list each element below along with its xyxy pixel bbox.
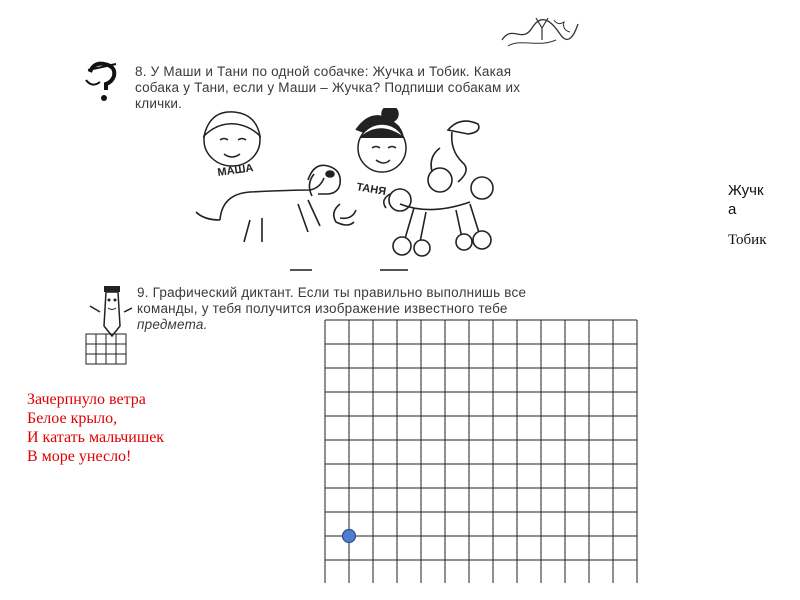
poem-line-3: И катать мальчишек: [27, 429, 165, 446]
task8-line1: 8. У Маши и Тани по одной собачке: Жучка и Тобик. Какая: [135, 64, 512, 79]
task9-line3: предмета.: [137, 317, 208, 332]
pencil-character-icon: [84, 282, 134, 366]
answer-word-zhuchka-part2: а: [728, 201, 737, 218]
label-tanya: ТАНЯ: [355, 181, 387, 199]
poem-line-2: Белое крыло,: [27, 410, 118, 427]
divider-line: [290, 268, 410, 272]
girls-and-dogs-illustration: [190, 108, 510, 273]
poem-line-1: Зачерпнуло ветра: [27, 391, 146, 408]
task8-text: [135, 64, 585, 112]
answer-word-zhuchka-part1: Жучк: [728, 182, 764, 199]
decorative-sketch-icon: [498, 14, 580, 52]
dictation-grid[interactable]: [324, 319, 638, 583]
task8-line3: клички.: [135, 96, 183, 111]
start-point-dot: [343, 530, 356, 543]
question-head-icon: [84, 58, 120, 108]
masha-face: [204, 112, 260, 166]
task8-line2: собака у Тани, если у Маши – Жучка? Подпиши собакам их: [135, 80, 521, 95]
tanya-face: [356, 108, 406, 172]
poem-line-4: В море унесло!: [27, 448, 132, 465]
answer-word-tobik: Тобик: [728, 232, 767, 248]
poem: [27, 390, 287, 466]
answer-word-zhuchka: [728, 181, 764, 219]
task9-line1: 9. Графический диктант. Если ты правильно выполнишь все: [137, 285, 527, 300]
label-masha: МАША: [216, 162, 255, 179]
task9-line2: команды, у тебя получится изображение известного тебе: [137, 301, 508, 316]
